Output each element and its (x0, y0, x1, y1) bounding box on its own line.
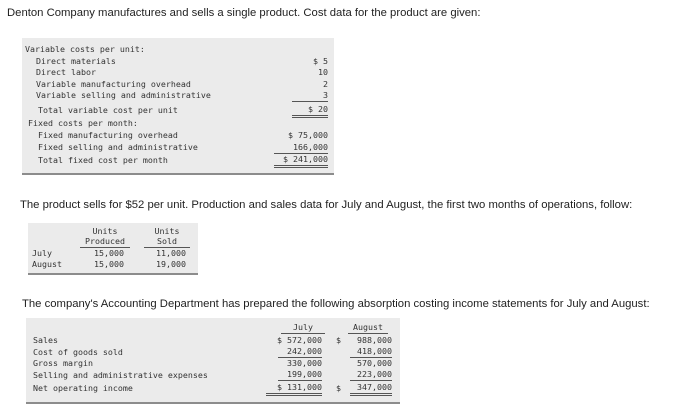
cogs-label: Cost of goods sold (33, 347, 123, 357)
fixed-mfg-overhead-label: Fixed manufacturing overhead (38, 130, 178, 140)
gross-margin-label: Gross margin (33, 358, 93, 368)
cost-panel-rule (22, 173, 334, 175)
production-panel-rule (28, 273, 198, 275)
august-produced-value: 15,000 (94, 259, 124, 269)
selling-admin-july-value: 199,000 (278, 369, 322, 381)
direct-materials-value: $ 5 (313, 56, 328, 66)
direct-labor-value: 10 (318, 67, 328, 77)
july-sold-value: 11,000 (156, 248, 186, 258)
july-row-label: July (32, 248, 52, 258)
variable-costs-heading: Variable costs per unit: (25, 44, 145, 54)
total-fixed-label: Total fixed cost per month (38, 155, 168, 165)
july-produced-value: 15,000 (94, 248, 124, 258)
variable-mfg-overhead-value: 2 (323, 79, 328, 89)
units-sold-header-2: Sold (144, 236, 190, 248)
sales-july-value: $ 572,000 (277, 335, 322, 345)
income-intro-text: The company's Accounting Department has prepared the following absorption costing income statements for July and August: (22, 298, 650, 310)
net-operating-income-label: Net operating income (33, 383, 133, 393)
total-variable-label: Total variable cost per unit (38, 105, 178, 115)
production-intro-text: The product sells for $52 per unit. Production and sales data for July and August, the first two months of operations, follow: (20, 199, 633, 211)
selling-admin-august-value: 223,000 (350, 369, 392, 381)
gross-margin-july-value: 330,000 (287, 358, 322, 368)
units-produced-header-1: Units (92, 226, 118, 236)
july-column-header: July (281, 322, 325, 334)
august-column-header: August (348, 322, 388, 334)
direct-materials-label: Direct materials (36, 56, 116, 66)
units-sold-header-1: Units (154, 226, 180, 236)
total-variable-value: $ 20 (292, 104, 328, 118)
cogs-july-value: 242,000 (278, 346, 322, 358)
august-row-label: August (32, 259, 62, 269)
income-statement-panel (26, 318, 400, 404)
fixed-mfg-overhead-value: $ 75,000 (288, 130, 328, 140)
gross-margin-august-value: 570,000 (357, 358, 392, 368)
noi-july-value: $ 131,000 (266, 382, 322, 396)
variable-selling-admin-value: 3 (292, 90, 328, 102)
fixed-selling-admin-label: Fixed selling and administrative (38, 142, 198, 152)
sales-august-value: 988,000 (357, 335, 392, 345)
variable-selling-admin-label: Variable selling and administrative (36, 90, 211, 100)
intro-text: Denton Company manufactures and sells a single product. Cost data for the product are given: (7, 7, 481, 19)
total-fixed-value: $ 241,000 (274, 154, 328, 168)
selling-admin-label: Selling and administrative expenses (33, 370, 208, 380)
noi-august-value: 347,000 (350, 382, 392, 396)
production-panel (28, 223, 198, 275)
variable-mfg-overhead-label: Variable manufacturing overhead (36, 79, 191, 89)
noi-august-dollar: $ (336, 383, 341, 393)
cogs-august-value: 418,000 (350, 346, 392, 358)
sales-label: Sales (33, 335, 58, 345)
cost-data-panel (22, 38, 334, 175)
august-sold-value: 19,000 (156, 259, 186, 269)
fixed-costs-heading: Fixed costs per month: (28, 118, 138, 128)
fixed-selling-admin-value: 166,000 (274, 142, 328, 154)
units-produced-header-2: Produced (80, 236, 130, 248)
sales-august-dollar: $ (336, 335, 341, 345)
direct-labor-label: Direct labor (36, 67, 96, 77)
income-panel-rule (26, 402, 400, 404)
